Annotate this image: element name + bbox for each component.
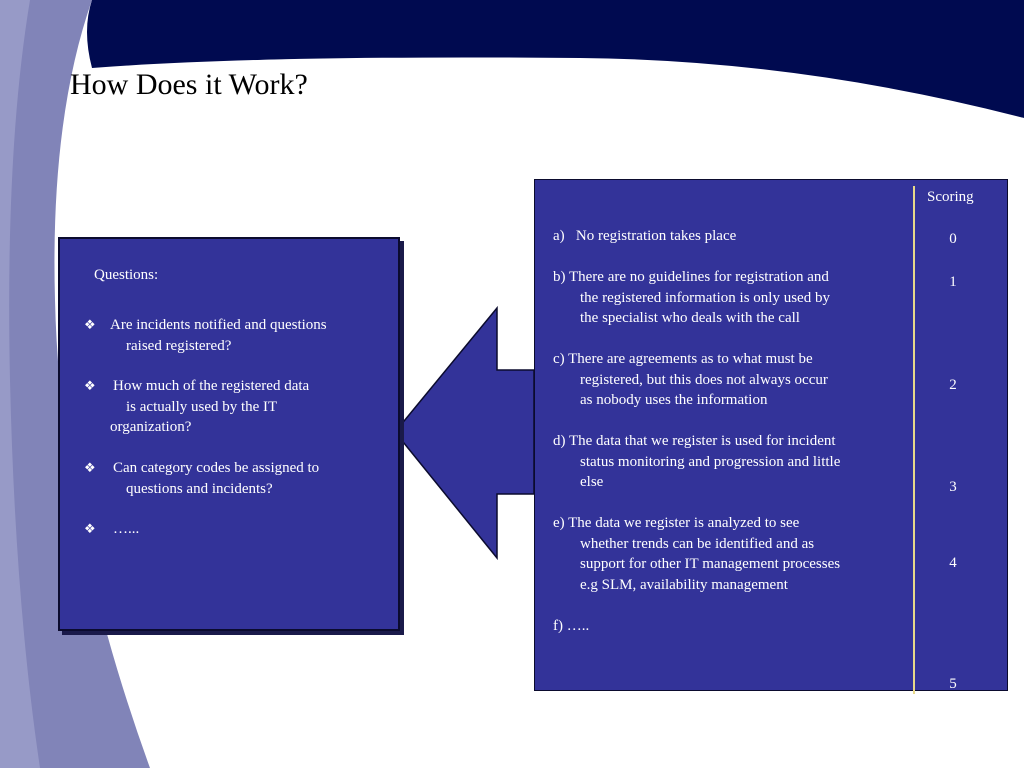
option-line: registered, but this does not always occur <box>580 371 828 388</box>
question-line: How much of the registered data <box>113 378 310 394</box>
scoring-option <box>553 616 893 637</box>
diamond-bullet-icon: ❖ <box>84 521 96 536</box>
question-line: Are incidents notified and questions <box>110 317 327 333</box>
option-line: b) There are no guidelines for registration and <box>553 269 829 285</box>
question-line: questions and incidents? <box>126 480 273 497</box>
question-item <box>84 458 384 499</box>
option-line: the specialist who deals with the call <box>580 310 800 326</box>
option-line: e) The data we register is analyzed to see <box>553 515 800 531</box>
option-line: e.g SLM, availability management <box>580 576 788 593</box>
scoring-option <box>553 226 893 247</box>
scoring-header: Scoring <box>927 189 974 205</box>
scoring-option <box>553 431 893 493</box>
option-line: status monitoring and progression and little <box>580 453 841 470</box>
option-line: whether trends can be identified and as <box>580 535 815 552</box>
score-value: 0 <box>949 231 957 247</box>
diamond-bullet-icon: ❖ <box>84 378 96 393</box>
question-line: organization? <box>110 419 192 435</box>
scoring-box <box>534 179 1008 691</box>
question-item <box>84 315 384 356</box>
scoring-option <box>553 349 893 411</box>
score-value: 2 <box>949 377 957 393</box>
option-line: the registered information is only used by <box>580 289 830 306</box>
option-line: c) There are agreements as to what must be <box>553 351 813 367</box>
option-line: f) ….. <box>553 618 590 634</box>
option-line: as nobody uses the information <box>580 392 768 408</box>
score-value: 5 <box>949 676 957 692</box>
scoring-option <box>553 267 893 329</box>
option-line: support for other IT management processes <box>580 556 841 572</box>
option-line: a) No registration takes place <box>553 228 737 244</box>
scoring-divider <box>913 186 915 694</box>
question-item <box>84 376 384 438</box>
question-line: raised registered? <box>126 337 232 354</box>
diamond-bullet-icon: ❖ <box>84 317 96 332</box>
questions-heading: Questions: <box>94 267 159 283</box>
scoring-option <box>553 513 893 595</box>
option-line: else <box>580 474 604 490</box>
diamond-bullet-icon: ❖ <box>84 460 96 475</box>
score-value: 4 <box>949 555 957 571</box>
question-item <box>84 519 384 540</box>
score-value: 3 <box>949 479 957 495</box>
question-line: Can category codes be assigned to <box>113 460 320 476</box>
slide-title: How Does it Work? <box>70 68 308 101</box>
option-line: d) The data that we register is used for incident <box>553 433 836 449</box>
question-line: is actually used by the IT <box>126 398 278 415</box>
score-value: 1 <box>949 274 957 290</box>
question-line: …... <box>113 521 140 537</box>
questions-box <box>58 237 400 631</box>
